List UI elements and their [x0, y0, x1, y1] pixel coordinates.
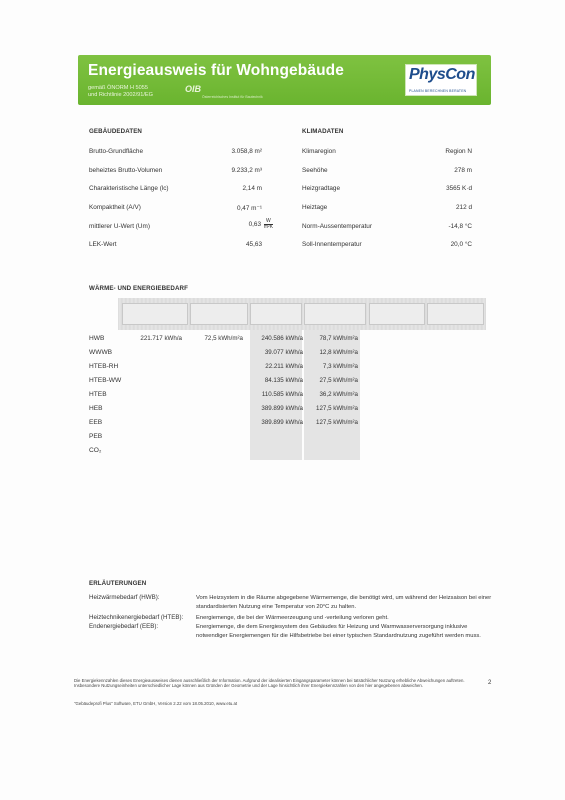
table-header-cell — [190, 303, 248, 325]
oib-logo: OIB — [185, 84, 202, 94]
table-header-cell — [427, 303, 484, 325]
gebaeude-value: 3.058,8 m² — [231, 148, 262, 155]
table-header-cell — [122, 303, 188, 325]
physcon-logo — [405, 64, 477, 96]
footer-software: "Gebäudeprofi Plus" Software, ETU GmbH, Version 2.22 vom 18.05.2010, www.etu.at — [74, 701, 238, 706]
u-wert-value — [249, 219, 273, 230]
klima-value: 3565 K·d — [446, 185, 472, 192]
energy-cell: 39.077 kWh/a — [264, 349, 303, 356]
subtitle-line-1: gemäß ÖNORM H 5055 — [88, 85, 148, 91]
klima-label: Heiztage — [302, 204, 328, 211]
document-subtitle — [88, 85, 153, 99]
energy-cell: 221.717 kWh/a — [140, 335, 182, 342]
oib-subtext: Österreichisches Institut für Bautechnik — [202, 95, 263, 99]
gebaeude-value: 45,63 — [246, 241, 262, 248]
gebaeude-value: 0,47 m⁻¹ — [236, 205, 262, 212]
energy-cell: 36,2 kWh/m²a — [319, 391, 358, 398]
u-wert-number: 0,63 — [248, 221, 262, 229]
table-header-cell — [369, 303, 425, 325]
energy-cell: 78,7 kWh/m²a — [319, 335, 358, 342]
explanation-text: Vom Heizsystem in die Räume abgegebene Wärmemenge, die benötigt wird, um während der Heizsaison bei einer standardisierten Nutzung eine Temperatur von 20°C zu halten. — [196, 595, 492, 610]
energy-cell: 27,5 kWh/m²a — [319, 377, 358, 384]
klima-label: Seehöhe — [302, 167, 328, 174]
energy-row-label: HEB — [89, 405, 103, 412]
energy-cell: 7,3 kWh/m²a — [322, 363, 358, 370]
logo-text: PhysCon — [409, 66, 475, 83]
gebaeude-label: Brutto-Grundfläche — [89, 148, 143, 155]
klima-value: 20,0 °C — [450, 241, 472, 248]
table-header-cell — [304, 303, 366, 325]
energy-cell: 389.899 kWh/a — [261, 419, 303, 426]
document-title: Energieausweis für Wohngebäude — [88, 62, 344, 79]
logo-subtext: PLANEN BERECHNEN BERATEN — [409, 89, 467, 93]
explanation-term: Endenergiebedarf (EEB): — [89, 623, 159, 630]
gebaeude-label: Kompaktheit (A/V) — [89, 204, 141, 211]
gebaeude-value: 2,14 m — [242, 185, 262, 192]
klima-label: Norm-Aussentemperatur — [302, 223, 372, 230]
header-banner — [78, 55, 491, 105]
energy-row-label: CO₂ — [89, 447, 102, 454]
energy-cell: 127,5 kWh/m²a — [316, 405, 358, 412]
klima-label: Soll-Innentemperatur — [302, 241, 362, 248]
subtitle-line-2: und Richtlinie 2002/91/EG — [88, 92, 153, 98]
klimadaten-heading: KLIMADATEN — [302, 128, 344, 135]
energy-cell: 84.135 kWh/a — [264, 377, 303, 384]
explanation-text: Energiemenge, die bei der Wärmeerzeugung und -verteilung verloren geht. — [196, 615, 389, 621]
gebaeudedaten-heading: GEBÄUDEDATEN — [89, 128, 142, 135]
klima-value: 212 d — [456, 204, 472, 211]
explanation-term: Heizwärmebedarf (HWB): — [89, 594, 160, 601]
u-wert-unit — [264, 219, 273, 230]
energy-cell: 127,5 kWh/m²a — [316, 419, 358, 426]
klima-value: -14,8 °C — [448, 223, 472, 230]
energy-cell: 12,8 kWh/m²a — [319, 349, 358, 356]
gebaeude-label: Charakteristische Länge (lc) — [89, 185, 169, 192]
unit-numerator: W — [264, 219, 273, 225]
gebaeude-value: 9.233,2 m³ — [231, 167, 262, 174]
footer-disclaimer: Die Energiekennzahlen dieses Energieausweises dienen ausschließlich der Information. Aufgrund der idealisierten Eingangsparameter können bei tatsächlicher Nutzung erhebliche Abweichungen auftreten. Insbesondere Nutzungseinheiten unterschiedlicher Lage können aus Gründen der Geometrie und der Lage hinsichtlich ihrer Energiekennzahlen von den hier angegebenen abweichen. — [74, 678, 465, 689]
energy-row-label: PEB — [89, 433, 103, 440]
unit-denominator: m²K — [263, 224, 273, 230]
energy-cell: 72,5 kWh/m²a — [204, 335, 243, 342]
explanation-term: Heiztechnikenergiebedarf (HTEB): — [89, 614, 184, 621]
gebaeude-label: LEK-Wert — [89, 241, 117, 248]
klima-value: 278 m — [454, 167, 472, 174]
energy-cell: 22.211 kWh/a — [265, 363, 303, 370]
energy-row-label: HWB — [89, 335, 105, 342]
explanation-text: Energiemenge, die dem Energiesystem des Gebäudes für Heizung und Warmwasserversorgung inklusive notwendiger Energiemengen für die Hilfsbetriebe bei einer typischen Standardnutzung zugeführt werden muss. — [196, 624, 481, 639]
energy-row-label: HTEB-WW — [89, 377, 122, 384]
energy-cell: 389.899 kWh/a — [261, 405, 303, 412]
erlaeuterungen-heading: ERLÄUTERUNGEN — [89, 580, 147, 587]
gebaeude-label: beheiztes Brutto-Volumen — [89, 167, 163, 174]
energy-row-label: HTEB-RH — [89, 363, 119, 370]
energiebedarf-heading: WÄRME- UND ENERGIEBEDARF — [89, 285, 188, 292]
gebaeude-label: mittlerer U-Wert (Um) — [89, 223, 150, 230]
energy-cell: 110.585 kWh/a — [261, 391, 303, 398]
klima-label: Heizgradtage — [302, 185, 341, 192]
energy-row-label: HTEB — [89, 391, 107, 398]
energy-row-label: WWWB — [89, 349, 113, 356]
klima-value: Region N — [445, 148, 472, 155]
energy-cell: 240.586 kWh/a — [261, 335, 303, 342]
energy-row-label: EEB — [89, 419, 103, 426]
klima-label: Klimaregion — [302, 148, 336, 155]
table-header-cell — [250, 303, 302, 325]
page-number: 2 — [488, 680, 492, 686]
